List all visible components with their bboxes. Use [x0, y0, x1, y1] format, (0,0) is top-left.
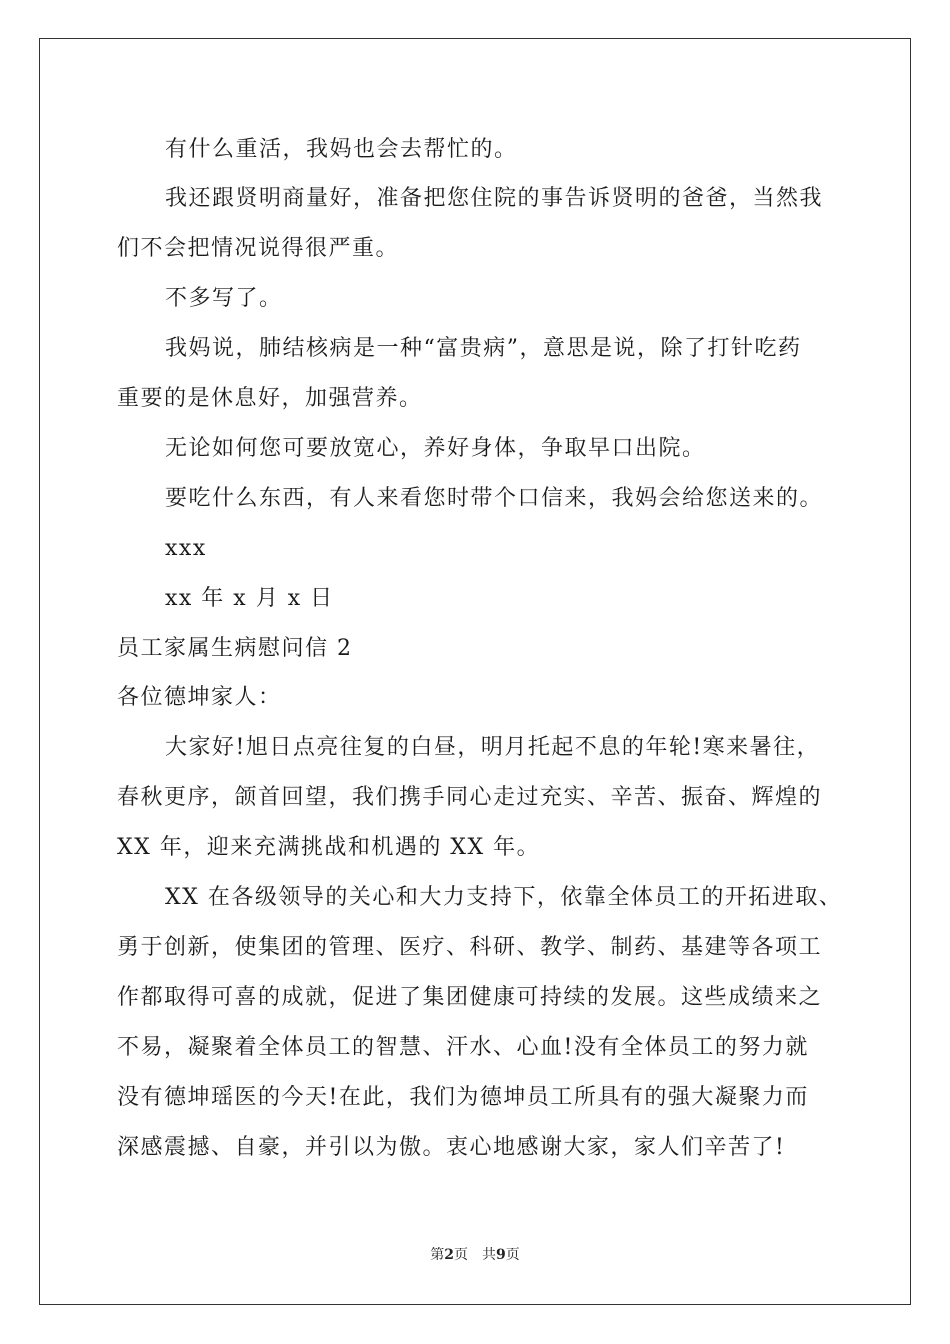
text-line: 深感震撼、自豪，并引以为傲。衷心地感谢大家，家人们辛苦了! [117, 1135, 786, 1160]
text-line: 勇于创新，使集团的管理、医疗、科研、教学、制药、基建等各项工 [117, 935, 823, 960]
page-prefix: 第 [430, 1247, 445, 1263]
page-footer [0, 1246, 950, 1264]
text-line: XX 在各级领导的关心和大力支持下，依靠全体员工的开拓进取、 [165, 885, 843, 910]
page-border [39, 38, 911, 1305]
current-page-number: 2 [444, 1247, 454, 1263]
total-prefix: 共 [482, 1247, 496, 1263]
text-line: 们不会把情况说得很严重。 [117, 236, 400, 261]
text-line: 作都取得可喜的成就，促进了集团健康可持续的发展。这些成绩来之 [117, 985, 823, 1010]
salutation: 各位德坤家人： [117, 685, 282, 710]
text-line: 无论如何您可要放宽心，养好身体，争取早口出院。 [165, 436, 706, 461]
text-line: 大家好!旭日点亮往复的白昼，明月托起不息的年轮!寒来暑往， [165, 735, 821, 760]
total-suffix: 页 [505, 1247, 520, 1263]
text-line: XX 年，迎来充满挑战和机遇的 XX 年。 [117, 835, 541, 860]
text-line: 不多写了。 [165, 286, 283, 311]
signature-name: xxx [165, 536, 207, 561]
text-line: 不易，凝聚着全体员工的智慧、汗水、心血!没有全体员工的努力就 [117, 1035, 809, 1060]
page-suffix: 页 [454, 1247, 468, 1263]
text-line: 要吃什么东西，有人来看您时带个口信来，我妈会给您送来的。 [165, 486, 824, 511]
text-line: 我还跟贤明商量好，准备把您住院的事告诉贤明的爸爸，当然我 [165, 186, 824, 211]
section-title: 员工家属生病慰问信 2 [117, 636, 353, 661]
text-line: 没有德坤瑶医的今天!在此，我们为德坤员工所具有的强大凝聚力而 [117, 1085, 809, 1110]
text-line: 我妈说，肺结核病是一种“富贵病”，意思是说，除了打针吃药 [165, 336, 802, 361]
text-line: 重要的是休息好，加强营养。 [117, 386, 423, 411]
total-page-number: 9 [496, 1247, 506, 1263]
signature-date: xx 年 x 月 x 日 [165, 586, 334, 611]
text-line: 有什么重活，我妈也会去帮忙的。 [165, 137, 518, 162]
text-line: 春秋更序，颌首回望，我们携手同心走过充实、辛苦、振奋、辉煌的 [117, 785, 823, 810]
